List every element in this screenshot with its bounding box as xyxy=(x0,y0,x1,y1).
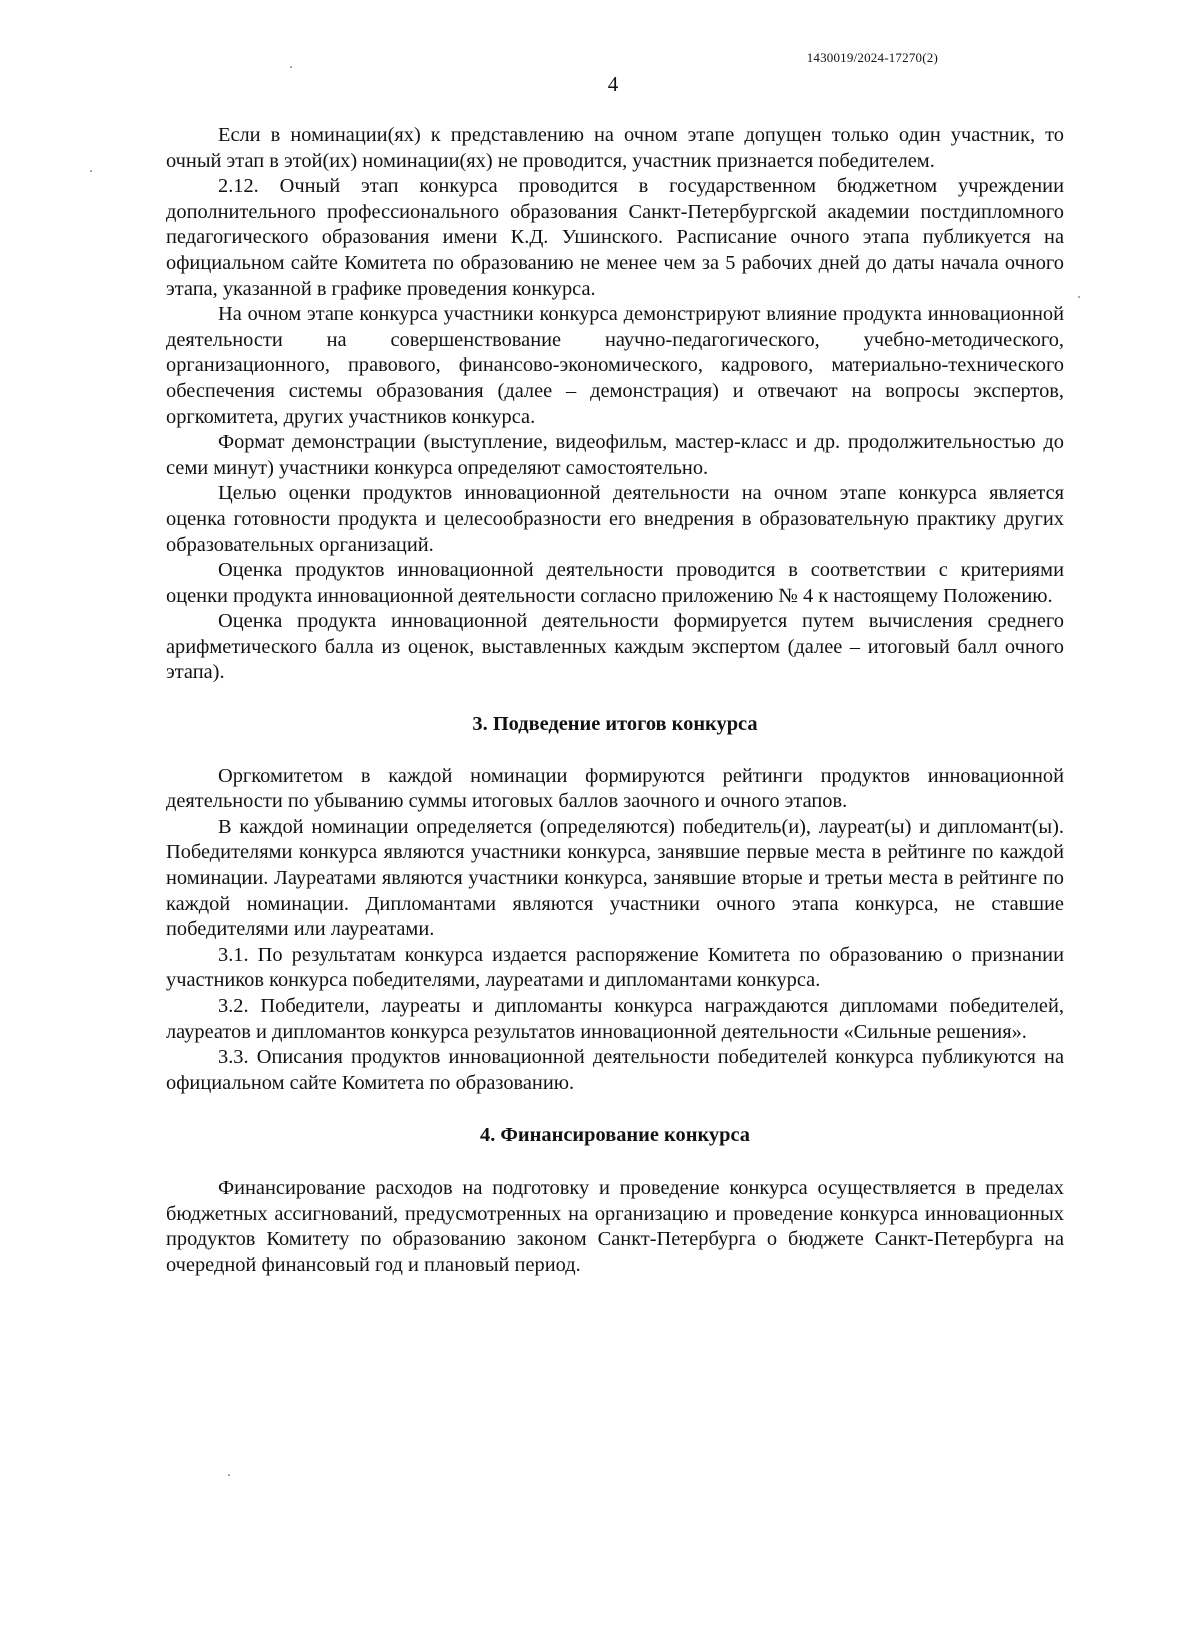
scan-speck xyxy=(90,170,92,172)
paragraph: Формат демонстрации (выступление, видеофильм, мастер-класс и др. продолжительностью до семи минут) участники конкурса определяют самостоятельно. xyxy=(166,431,1064,479)
paragraph: 3.3. Описания продуктов инновационной деятельности победителей конкурса публикуются на официальном сайте Комитета по образованию. xyxy=(166,1046,1064,1094)
paragraph: Оценка продукта инновационной деятельности формируется путем вычисления среднего арифметического балла из оценок, выставленных каждым экспертом (далее – итоговый балл очного этапа). xyxy=(166,610,1064,684)
paragraph: Если в номинации(ях) к представлению на очном этапе допущен только один участник, то очный этап в этой(их) номинации(ях) не проводится, участник признается победителем. xyxy=(166,124,1064,172)
page-number: 4 xyxy=(607,72,619,96)
section-3-heading: 3. Подведение итогов конкурса xyxy=(472,713,758,736)
paragraph: 2.12. Очный этап конкурса проводится в государственном бюджетном учреждении дополнительного профессионального образования Санкт-Петербургской академии постдипломного педагогического образования имени К.Д. Ушинского. Расписание очного этапа публикуется на официальном сайте Комитета по образованию не менее чем за 5 рабочих дней до даты начала очного этапа, указанной в графике проведения конкурса. xyxy=(166,175,1064,300)
paragraph: 3.1. По результатам конкурса издается распоряжение Комитета по образованию о признании участников конкурса победителями, лауреатами и дипломантами конкурса. xyxy=(166,943,1064,992)
document-id: 1430019/2024-17270(2) xyxy=(806,50,938,65)
scan-speck xyxy=(1078,296,1080,298)
paragraph: 3.2. Победители, лауреаты и дипломанты конкурса награждаются дипломами победителей, лауреатов и дипломантов конкурса результатов инновационной деятельности «Сильные решения». xyxy=(166,995,1064,1043)
paragraph: Финансирование расходов на подготовку и проведение конкурса осуществляется в пределах бюджетных ассигнований, предусмотренных на организацию и проведение конкурса инновационных продуктов Комитету по образованию законом Санкт-Петербурга о бюджете Санкт-Петербурга на очередной финансовый год и плановый период. xyxy=(166,1176,1064,1276)
document-body xyxy=(166,123,1064,1278)
paragraph: Оценка продуктов инновационной деятельности проводится в соответствии с критериями оценки продукта инновационной деятельности согласно приложению № 4 к настоящему Положению. xyxy=(166,559,1064,607)
scan-speck xyxy=(290,66,292,68)
paragraph: В каждой номинации определяется (определяются) победитель(и), лауреат(ы) и дипломант(ы). Победителями конкурса являются участники конкурса, занявшие первые места в рейтинге по каждой номинации. Лауреатами являются участники конкурса, занявшие вторые и третьи места в рейтинге по каждой номинации. Дипломантами являются участники очного этапа конкурса, не ставшие победителями или лауреатами. xyxy=(166,815,1064,941)
section-4-heading: 4. Финансирование конкурса xyxy=(480,1124,750,1147)
scan-speck xyxy=(228,1474,230,1476)
paragraph: На очном этапе конкурса участники конкурса демонстрируют влияние продукта инновационной деятельности на совершенствование научно-педагогического, учебно-методического, организационного, правового, финансово-экономического, кадрового, материально-технического обеспечения системы образования (далее – демонстрация) и отвечают на вопросы экспертов, оргкомитета, других участников конкурса. xyxy=(166,303,1064,428)
paragraph: Оргкомитетом в каждой номинации формируются рейтинги продуктов инновационной деятельности по убыванию суммы итоговых баллов заочного и очного этапов. xyxy=(166,764,1064,813)
paragraph: Целью оценки продуктов инновационной деятельности на очном этапе конкурса является оценка готовности продукта и целесообразности его внедрения в образовательную практику других образовательных организаций. xyxy=(166,482,1064,556)
